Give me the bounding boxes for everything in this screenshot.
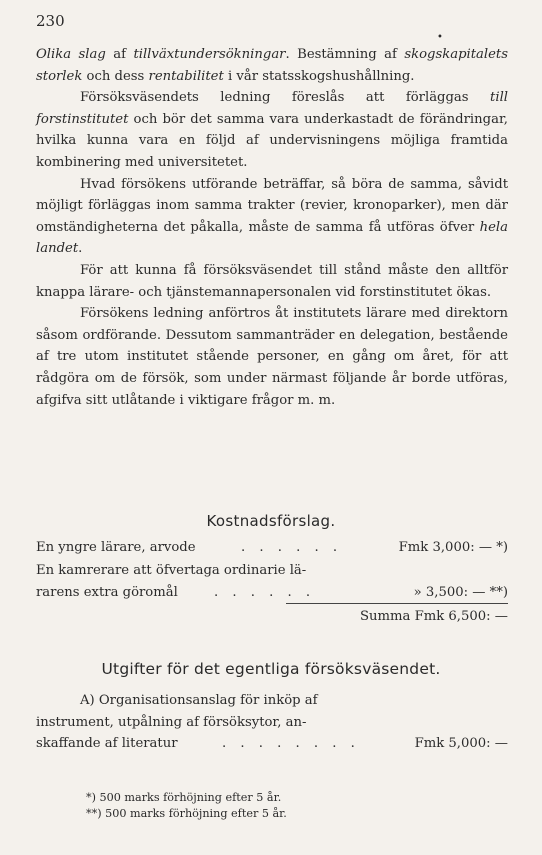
leader-dots: . . . . . . . . [222, 736, 360, 752]
text-run: Hvad försökens utförande beträffar, så böra de samma, såvidt möjligt förläggas inom samma trakter (revier, kronoparker), men där omständigheterna det påkalla, måste de samma få utföras öfver [36, 176, 508, 235]
cost-amount: Fmk 3,000: — *) [398, 540, 508, 555]
text-run: . Bestämning af [285, 47, 405, 62]
text-run: Försökens ledning anförtros åt institutets lärare med direktorn såsom ordförande. Dessutom sammanträder en delegation, bestående af tre utom institutet stående personer, en gång om året, för att rådgöra om de försök, som under närmast följande år borde utföras, afgifva sitt utlåtande i viktigare frågor m. m. [36, 306, 508, 408]
sum-rule [286, 603, 508, 604]
organisation-grant [36, 690, 508, 755]
leader-dots: . . . . . . [241, 540, 343, 555]
grant-line: A) Organisationsanslag för inköp af [80, 693, 318, 708]
leader-dots: . . . . . . [214, 585, 316, 600]
cost-heading: Kostnadsförslag. [206, 512, 336, 530]
cost-label: En yngre lärare, arvode [36, 540, 196, 555]
text-run: För att kunna få försöksväsendet till stånd måste den alltför knappa lärare- och tjänstemannapersonalen vid forstinstitutet ökas. [36, 262, 508, 300]
paragraph [36, 87, 508, 173]
italic-run: till forstinstitutet [36, 90, 508, 127]
text-run: Försöksväsendets ledning föreslås att förläggas [80, 90, 491, 106]
grant-line: instrument, utpålning af försöksytor, an- [36, 714, 307, 730]
italic-run: rentabilitet [148, 68, 224, 84]
footnote-1: *) 500 marks förhöjning efter 5 år. [86, 791, 282, 804]
paragraph [36, 260, 508, 303]
text-run: af [105, 47, 134, 62]
cost-label: rarens extra göromål [36, 585, 178, 600]
text-run: och bör det samma vara underkastadt de förändringar, hvilka kunna vara en följd af undervisningens möjliga framtida kombinering med universitetet. [36, 111, 508, 170]
paragraph [36, 174, 508, 260]
page-number: 230 [36, 12, 65, 30]
text-run: . [78, 241, 83, 257]
paragraph [36, 44, 508, 87]
italic-run: tillväxtundersökningar [133, 47, 286, 62]
cost-label: En kamrerare att öfvertaga ordinarie lä- [36, 563, 307, 578]
text-run: i vår statsskogshushållning. [223, 68, 415, 84]
footnote-2: **) 500 marks förhöjning efter 5 år. [86, 807, 287, 820]
grant-amount: Fmk 5,000: — [414, 736, 508, 752]
italic-run: hela landet [36, 219, 508, 257]
stray-mark: • [437, 32, 443, 43]
body-text [36, 44, 508, 411]
cost-amount: » 3,500: — **) [413, 585, 508, 600]
italic-run: Olika slag [36, 47, 106, 62]
cost-sum: Summa Fmk 6,500: — [359, 609, 508, 624]
expense-heading: Utgifter för det egentliga försöksväsendet. [101, 660, 441, 678]
grant-label: skaffande af literatur [36, 736, 178, 752]
italic-run: skogskapitalets storlek [36, 47, 508, 84]
text-run: och dess [82, 68, 149, 84]
paragraph [36, 303, 508, 411]
grant-line-amount [36, 733, 508, 755]
